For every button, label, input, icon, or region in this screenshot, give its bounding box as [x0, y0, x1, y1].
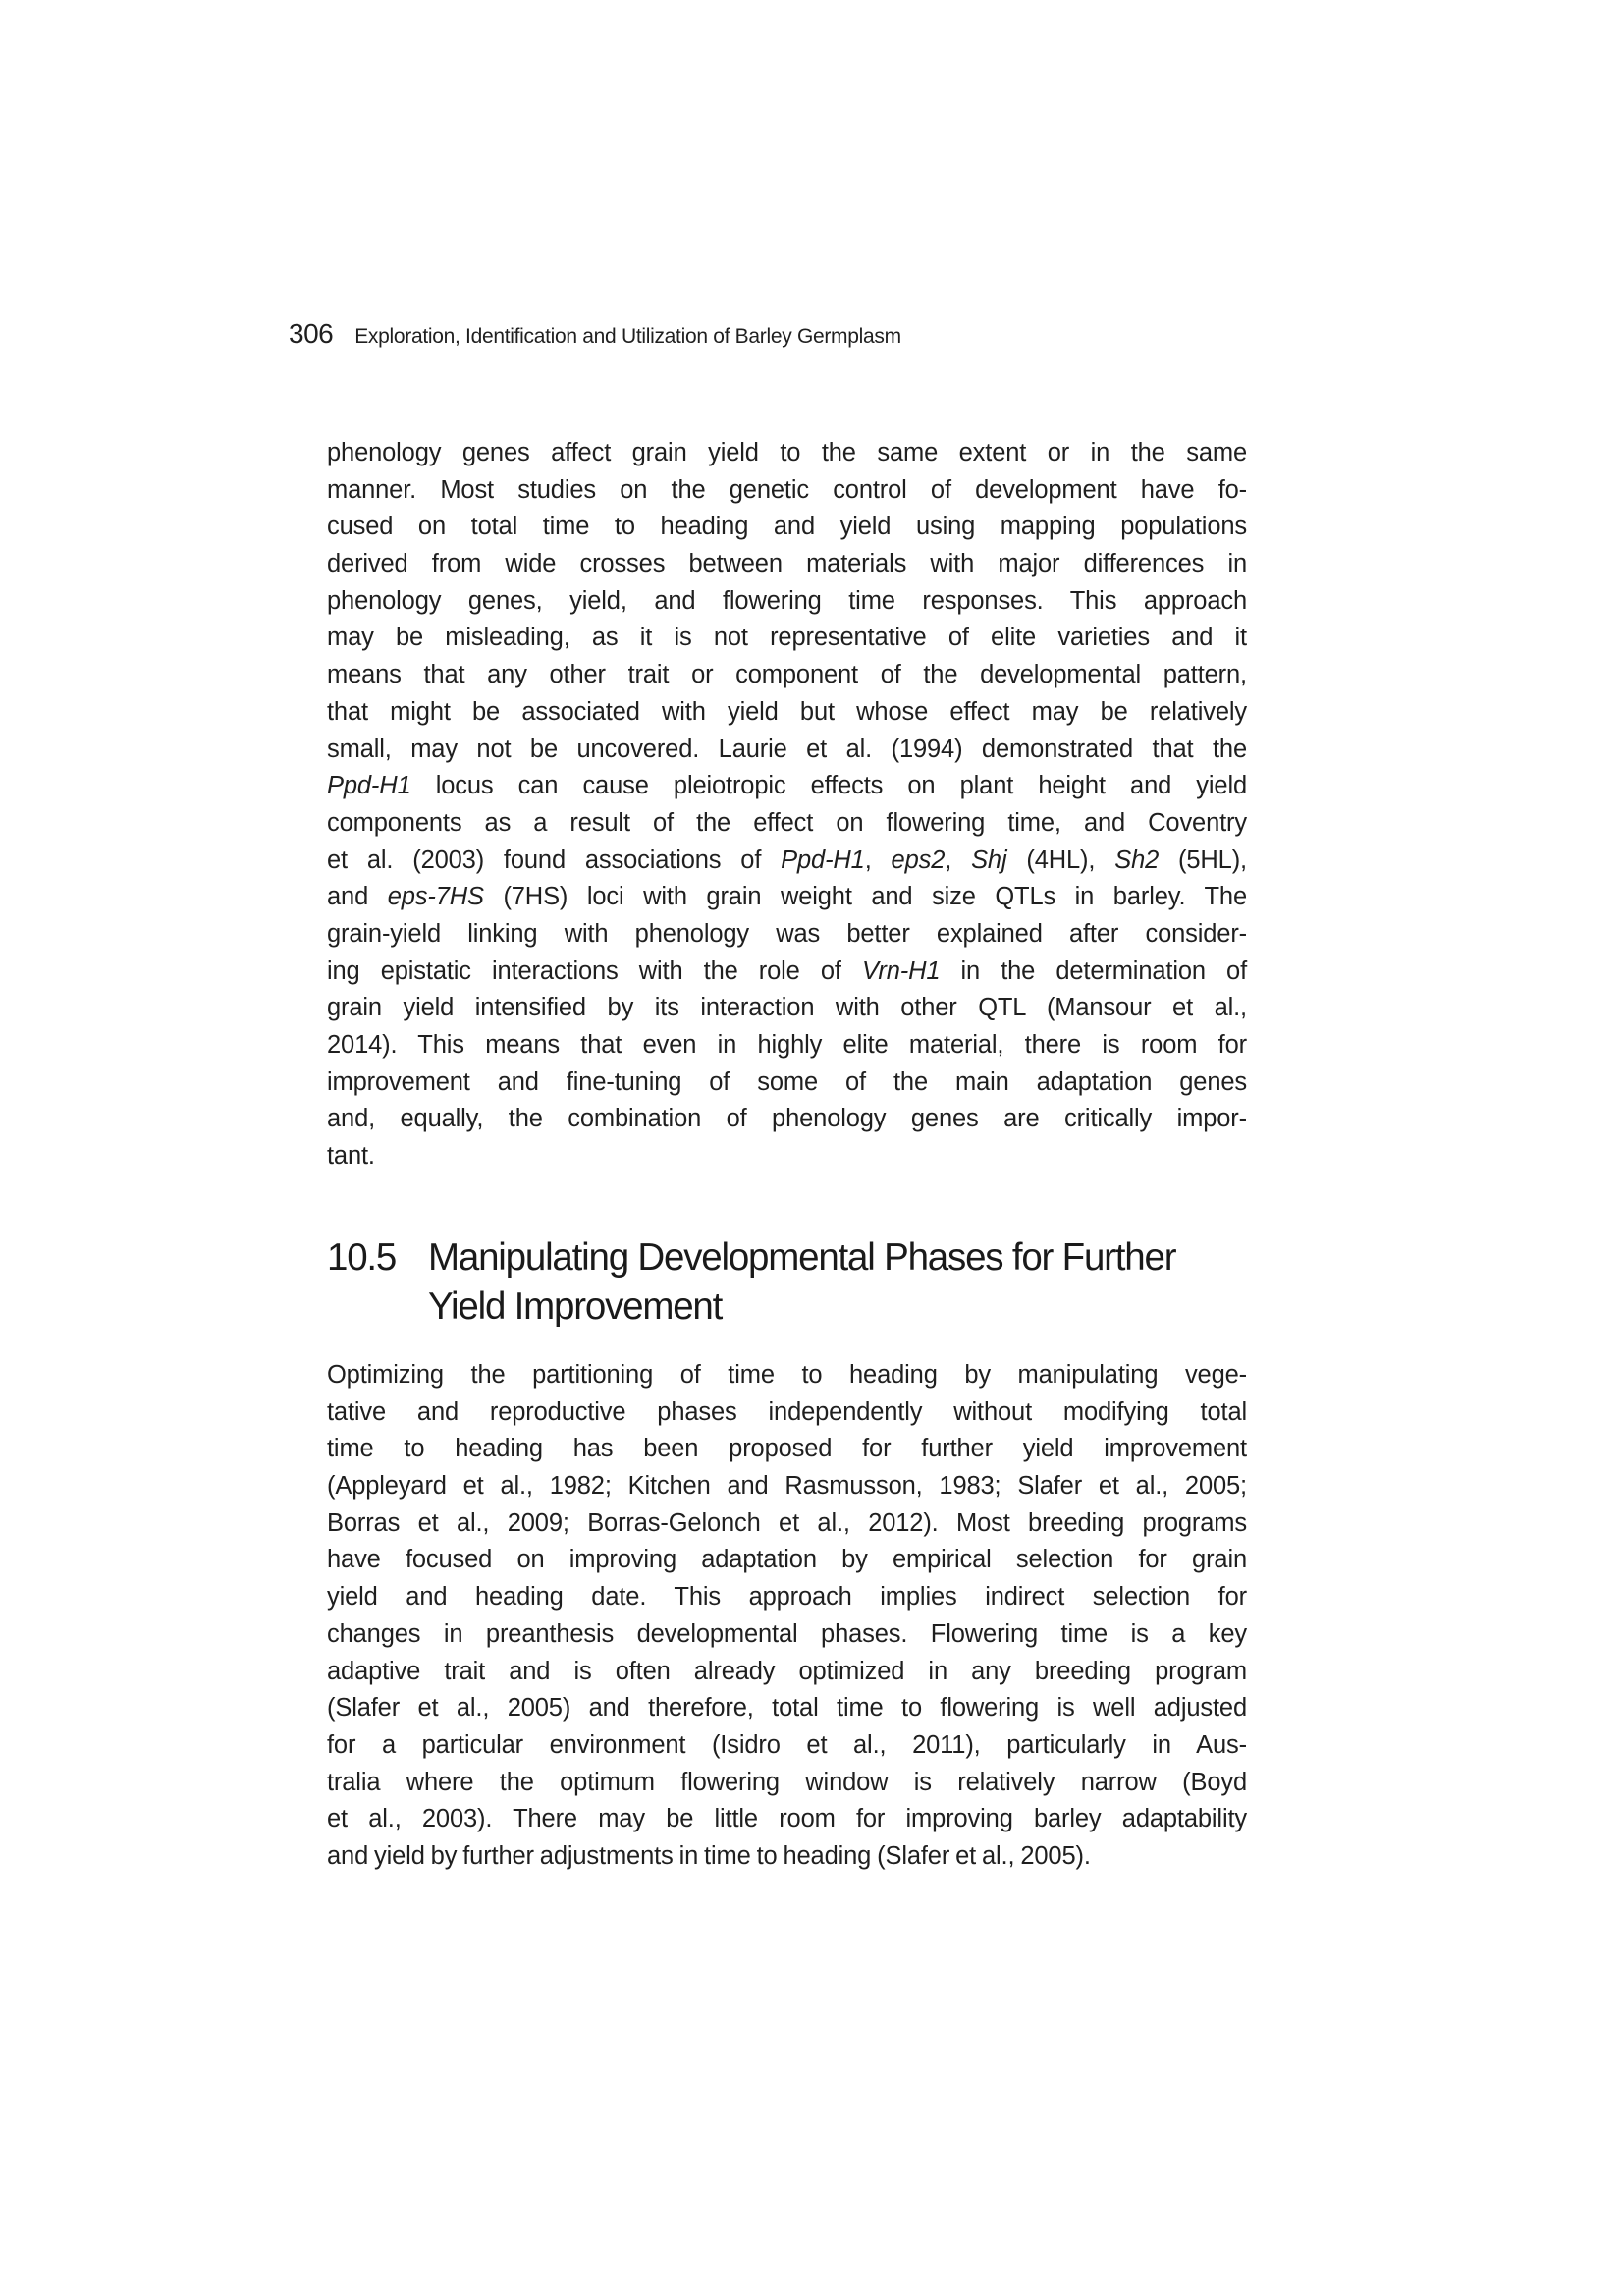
text-line: et al. (2003) found associations of Ppd-H1, eps2, Shj (4HL), Sh2 (5HL),: [327, 846, 1247, 874]
text-line: 2014). This means that even in highly elite material, there is room for: [327, 1031, 1247, 1059]
page-number: 306: [289, 318, 334, 349]
gene-name: Shj: [971, 846, 1007, 874]
paragraph-2: [327, 1357, 1247, 1876]
text-line: have focused on improving adaptation by empirical selection for grain: [327, 1546, 1247, 1574]
text-line: et al., 2003). There may be little room for improving barley adaptability: [327, 1805, 1247, 1833]
text-line: (Appleyard et al., 1982; Kitchen and Rasmusson, 1983; Slafer et al., 2005;: [327, 1472, 1247, 1501]
text-line: Optimizing the partitioning of time to heading by manipulating vege-: [327, 1361, 1247, 1389]
section-title-part-1: Manipulating Developmental Phases for Further: [428, 1236, 1176, 1279]
gene-name: Ppd-H1: [327, 772, 411, 800]
paragraph-1: [327, 435, 1247, 1175]
text-line: that might be associated with yield but whose effect may be relatively: [327, 697, 1247, 726]
text-line: may be misleading, as it is not representative of elite varieties and it: [327, 624, 1247, 652]
text-line: ing epistatic interactions with the role of Vrn-H1 in the determination of: [327, 957, 1247, 985]
text-line: Borras et al., 2009; Borras-Gelonch et al., 2012). Most breeding programs: [327, 1508, 1247, 1537]
text-line: small, may not be uncovered. Laurie et al. (1994) demonstrated that the: [327, 735, 1247, 763]
text-line: phenology genes, yield, and flowering time responses. This approach: [327, 586, 1247, 615]
text-line: cused on total time to heading and yield using mapping populations: [327, 513, 1247, 541]
gene-name: Sh2: [1114, 846, 1160, 874]
text-line: phenology genes affect grain yield to the same extent or in the same: [327, 439, 1247, 466]
text-line: improvement and fine-tuning of some of the main adaptation genes: [327, 1067, 1247, 1096]
text-line: tant.: [327, 1142, 375, 1171]
section-title-part-2: Yield Improvement: [428, 1285, 723, 1328]
text-line: and, equally, the combination of phenology genes are critically impor-: [327, 1105, 1247, 1133]
running-title: Exploration, Identification and Utilization of Barley Germplasm: [354, 325, 901, 348]
text-line: (Slafer et al., 2005) and therefore, total time to flowering is well adjusted: [327, 1694, 1247, 1722]
text-line: derived from wide crosses between materials with major differences in: [327, 550, 1247, 578]
gene-name: Ppd-H1: [781, 846, 865, 874]
text-line: grain-yield linking with phenology was better explained after consider-: [327, 919, 1247, 948]
section-heading: [327, 1233, 1270, 1332]
gene-name: eps2: [891, 846, 946, 874]
text-line: tative and reproductive phases independently without modifying total: [327, 1397, 1247, 1426]
section-number: 10.5: [327, 1236, 397, 1279]
section-heading-line-1: [327, 1233, 1270, 1283]
text-line: and yield by further adjustments in time to heading (Slafer et al., 2005).: [327, 1841, 1091, 1870]
text-line: tralia where the optimum flowering window is relatively narrow (Boyd: [327, 1768, 1247, 1796]
running-header: [289, 318, 901, 357]
text-line: manner. Most studies on the genetic control of development have fo-: [327, 475, 1247, 504]
text-line: Ppd-H1 locus can cause pleiotropic effects on plant height and yield: [327, 772, 1247, 800]
text-line: yield and heading date. This approach implies indirect selection for: [327, 1583, 1247, 1612]
text-line: adaptive trait and is often already optimized in any breeding program: [327, 1657, 1247, 1685]
text-line: means that any other trait or component of the developmental pattern,: [327, 661, 1247, 689]
text-line: components as a result of the effect on flowering time, and Coventry: [327, 808, 1247, 837]
text-line: changes in preanthesis developmental phases. Flowering time is a key: [327, 1619, 1247, 1648]
text-line: for a particular environment (Isidro et al., 2011), particularly in Aus-: [327, 1730, 1247, 1759]
text-line: grain yield intensified by its interaction with other QTL (Mansour et al.,: [327, 994, 1247, 1022]
text-line: and eps-7HS (7HS) loci with grain weight and size QTLs in barley. The: [327, 883, 1248, 911]
gene-name: Vrn-H1: [861, 957, 941, 985]
text-line: time to heading has been proposed for further yield improvement: [327, 1435, 1247, 1463]
gene-name: eps-7HS: [387, 883, 484, 911]
